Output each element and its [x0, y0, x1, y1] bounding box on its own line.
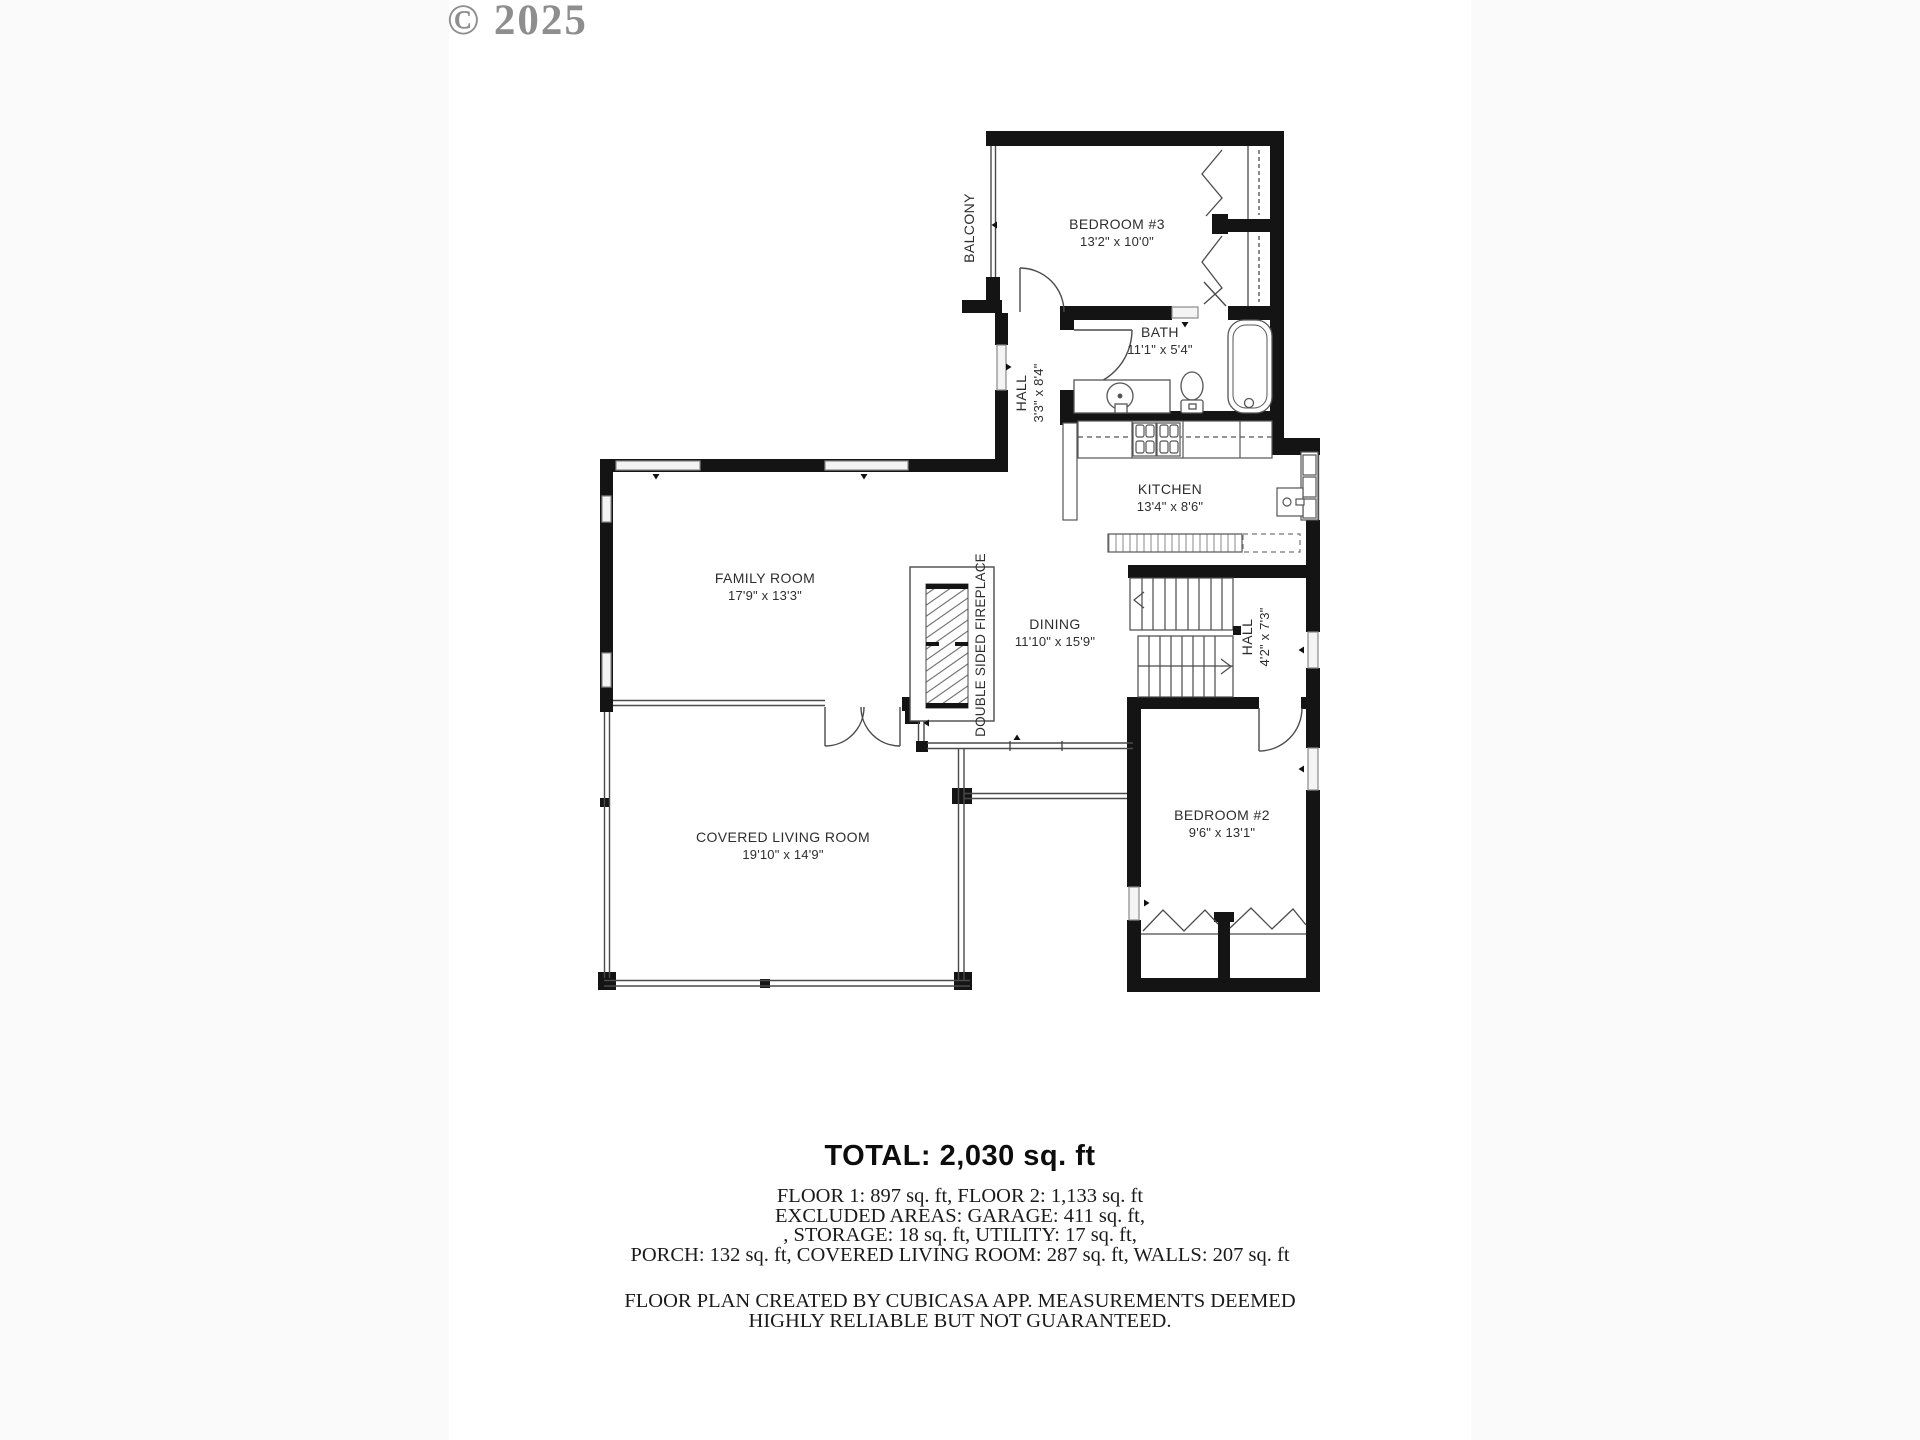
- fireplace-label: [973, 553, 988, 737]
- covered-living-room-label: [696, 829, 870, 862]
- svg-text:FAMILY ROOM: FAMILY ROOM: [714, 570, 816, 586]
- svg-text:DINING: DINING: [1029, 616, 1081, 632]
- svg-text:4'2" x 7'3": 4'2" x 7'3": [1257, 607, 1272, 667]
- stove: [1133, 423, 1180, 456]
- svg-text:11'1" x 5'4": 11'1" x 5'4": [1127, 342, 1193, 357]
- svg-text:BATH: BATH: [1141, 324, 1179, 340]
- svg-text:KITCHEN: KITCHEN: [1137, 481, 1203, 497]
- floors-area-text: FLOOR 1: 897 sq. ft, FLOOR 2: 1,133 sq. ft: [776, 1185, 1144, 1207]
- svg-text:HALL: HALL: [1013, 374, 1029, 412]
- disclaimer-line2: HIGHLY RELIABLE BUT NOT GUARANTEED.: [748, 1309, 1172, 1332]
- total-area-text: TOTAL: 2,030 sq. ft: [824, 1140, 1096, 1172]
- kitchen-sink: [1277, 488, 1304, 516]
- copyright-watermark: © 2025: [447, 0, 588, 44]
- svg-text:BALCONY: BALCONY: [961, 193, 977, 263]
- svg-text:3'3" x 8'4": 3'3" x 8'4": [1031, 363, 1046, 423]
- svg-text:DOUBLE SIDED FIREPLACE: DOUBLE SIDED FIREPLACE: [973, 553, 988, 737]
- vanity-sink: [1074, 380, 1170, 413]
- excluded-areas-line3: PORCH: 132 sq. ft, COVERED LIVING ROOM: 287 sq. ft, WALLS: 207 sq. ft: [630, 1243, 1290, 1266]
- excluded-areas-line2: , STORAGE: 18 sq. ft, UTILITY: 17 sq. ft,: [783, 1224, 1137, 1247]
- excluded-areas-line1: EXCLUDED AREAS: GARAGE: 411 sq. ft,: [775, 1204, 1145, 1227]
- hall1-label: [1013, 363, 1046, 422]
- dining-label: [1015, 616, 1096, 649]
- svg-text:19'10" x 14'9": 19'10" x 14'9": [742, 847, 824, 862]
- bedroom3-label: [1069, 216, 1165, 249]
- svg-text:17'9" x 13'3": 17'9" x 13'3": [728, 588, 802, 603]
- svg-text:13'4" x 8'6": 13'4" x 8'6": [1136, 499, 1204, 514]
- svg-text:BEDROOM #2: BEDROOM #2: [1174, 807, 1270, 823]
- kitchen-island: [1108, 534, 1300, 552]
- svg-text:BEDROOM #3: BEDROOM #3: [1069, 216, 1165, 232]
- svg-text:13'2" x 10'0": 13'2" x 10'0": [1080, 234, 1154, 249]
- bath-label: [1127, 324, 1193, 357]
- disclaimer-line1: FLOOR PLAN CREATED BY CUBICASA APP. MEASUREMENTS DEEMED: [624, 1290, 1296, 1313]
- room-labels: [696, 193, 1272, 862]
- stairs: [1130, 578, 1241, 697]
- svg-text:11'10" x 15'9": 11'10" x 15'9": [1014, 634, 1096, 649]
- svg-text:HALL: HALL: [1239, 618, 1255, 656]
- family-room-label: [715, 570, 815, 603]
- svg-text:9'6" x 13'1": 9'6" x 13'1": [1188, 825, 1256, 840]
- bathtub: [1228, 320, 1272, 413]
- kitchen-label: [1137, 481, 1204, 514]
- bedroom2-label: [1174, 807, 1270, 840]
- toilet: [1181, 372, 1203, 413]
- counter-west: [1063, 423, 1077, 520]
- balcony-label: [961, 193, 977, 263]
- hall2-label: [1239, 607, 1272, 666]
- svg-text:COVERED LIVING ROOM: COVERED LIVING ROOM: [695, 829, 871, 845]
- summary-block: [0, 1140, 1920, 1332]
